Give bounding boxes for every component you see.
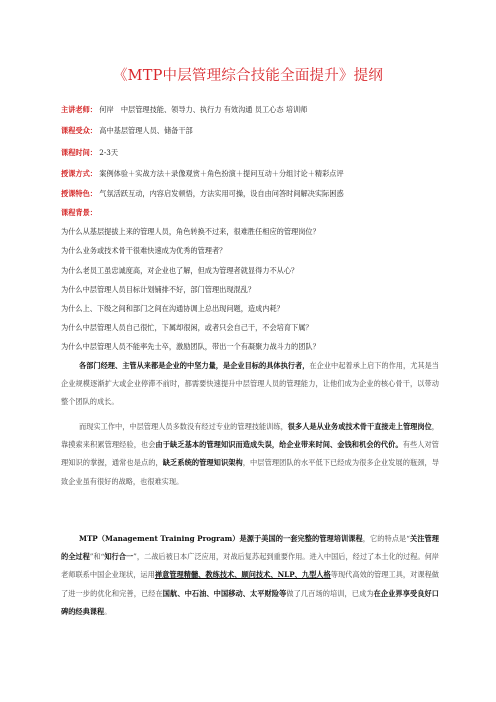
meta-duration [61,148,451,158]
meta-key: 课程受众： [61,126,97,135]
paragraph-bold: 缺乏系统的管理知识架构 [162,458,243,468]
meta-key: 课程背景： [61,208,97,217]
meta-key: 主讲老师： [61,105,97,114]
meta-value: 何岸 中层管理技能、领导力、执行力 有效沟通 员工心态 培训师 [99,105,308,114]
meta-method [61,169,451,179]
meta-value: 2-3天 [99,148,119,157]
question-item: 为什么上、下级之间和部门之间在沟通协调上总出现问题，造成内耗？ [61,304,284,313]
paragraph-text: 有些人对管理知识的掌握，通常也是点的， [61,440,439,468]
paragraph-bold: 知行合一 [104,552,134,562]
paragraph-bold: 关注管理的全过程 [61,534,439,562]
paragraph-text: ，中层管理团队的水平低下已经成为很多企业发展的瓶颈，导致企业虽有很好的战略，也很难实现。 [61,458,439,486]
question-item: 为什么从基层提拔上来的管理人员，角色转换不过来，很难胜任相应的管理岗位？ [61,227,320,236]
paragraph-text: ，靠摸索来积累管理经验，也会 [61,422,439,450]
paragraph-reality [61,418,439,491]
question-item: 为什么老员工虽忠诚度高，对企业也了解，但成为管理者就显得力不从心？ [61,266,299,275]
paragraph-bold: 在企业界享受良好口碑的经典课程 [61,588,439,616]
meta-key: 课程时间： [61,148,97,157]
paragraph-text: 。 [104,606,112,616]
meta-lecturer [61,105,451,115]
meta-key: 授课特色： [61,189,97,198]
paragraph-bold: 国航、中石油、中国移动、太平财险等 [162,588,287,598]
paragraph-text: ”和“ [89,552,105,562]
paragraph-text: 在企业中起着承上启下的作用，尤其是当企业规模逐渐扩大或企业停滞不前时，都需要快速提升中层管理人员的管理能力，让他们成为企业的核心骨干，以带动整个团队的成长。 [61,361,439,407]
paragraph-text: 而现实工作中，中层管理人员多数没有经过专业的管理技能训练， [79,422,288,431]
paragraph-bold: 很多人是从业务或技术骨干直接走上管理岗位 [287,422,432,431]
question-item: 为什么中层管理人员目标计划铺排不好，部门管理出现混乱？ [61,285,256,294]
meta-value: 高中基层管理人员、储备干部 [99,126,193,135]
meta-features [61,189,451,199]
paragraph-underlined: 禅意管理精髓、教练技术、顾问技术、NLP、九型人格 [154,570,331,580]
document-title: 《MTP中层管理综合技能全面提升》提纲 [112,68,384,84]
meta-background [61,208,451,218]
paragraph-text: ，它的特点是“ [362,534,410,543]
paragraph-mtp [61,530,439,621]
meta-value: 气氛活跃互动，内容启发顿悟，方法实用可操，设自由问答时间解决实际困惑 [99,189,344,198]
paragraph-text: 等现代高效的管理工具，对课程做了进一步的优化和完善，已经在 [61,570,439,598]
paragraph-bold: MTP（Management Training Program）是源于美国的一套完整的管理培训课程 [79,534,363,543]
paragraph-text: ”，二战后被日本广泛应用，对战后复苏起到重要作用。进入中国后，经过了本土化的过程。何岸老师联系中国企业现状，运用 [61,552,439,580]
paragraph-bold: 各部门经理、主管从来都是企业的中坚力量，是企业目标的具体执行者， [79,361,310,370]
question-item: 为什么中层管理人员不能率先士卒，激励团队，带出一个有凝聚力战斗力的团队？ [61,342,320,351]
question-item: 为什么业务或技术骨干很难快速成为优秀的管理者？ [61,246,227,255]
question-item: 为什么中层管理人员自己很忙，下属却很闲，或者只会自己干，不会培育下属？ [61,323,313,332]
paragraph-middle-managers [61,357,439,412]
paragraph-bold: 由于缺乏基本的管理知识而造成失误，给企业带来时间、金钱和机会的代价。 [155,440,403,450]
meta-value: 案例体验＋实战方法＋录像观赏＋角色扮演＋提问互动＋分组讨论＋精彩点评 [99,169,344,178]
meta-audience [61,126,451,136]
paragraph-text: 做了几百场的培训，已成为 [286,588,374,598]
meta-key: 授课方式： [61,169,97,178]
